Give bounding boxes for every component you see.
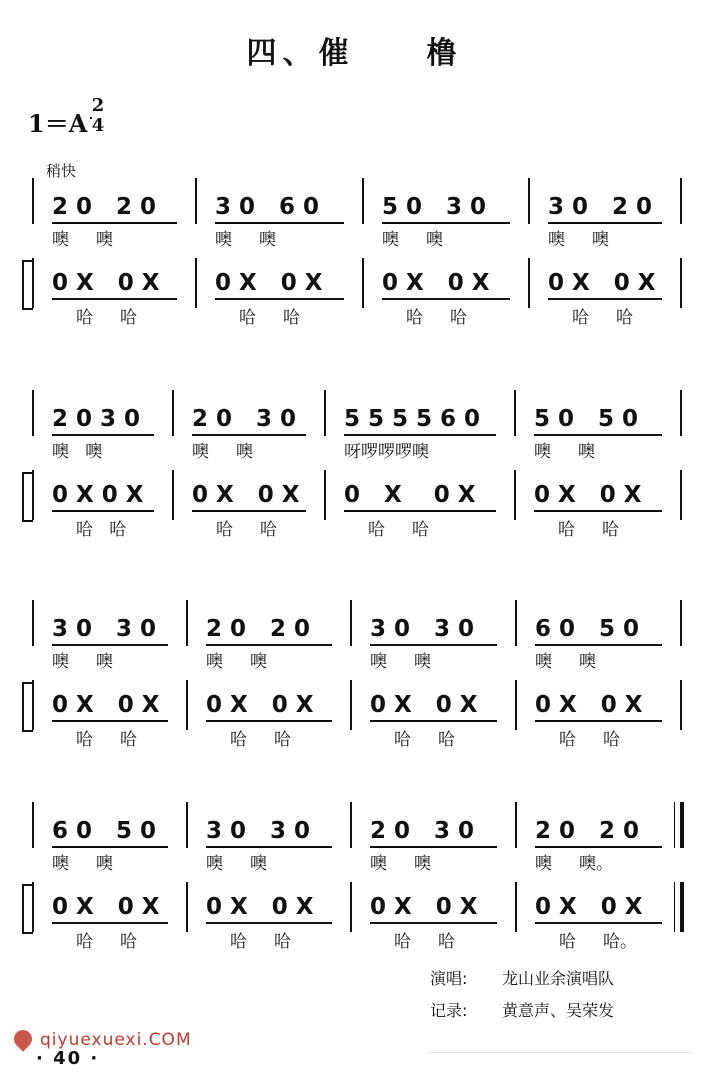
voice-notes: 3 0 3 0 <box>206 818 311 844</box>
chorus-notes: 0 X 0 X <box>206 894 314 920</box>
chorus-lyric: 哈 哈。 <box>559 932 638 952</box>
chorus-lyric: 哈 哈 <box>368 520 430 540</box>
chorus-notes: 0 X 0 X <box>192 482 300 508</box>
voice-lyric: 噢 噢 <box>206 652 268 672</box>
chorus-notes: 0 X 0 X <box>52 482 144 508</box>
voice-underline <box>370 846 497 848</box>
key-label: 1＝A <box>28 109 88 138</box>
singer-name: 龙山业余演唱队 <box>502 969 615 988</box>
voice-lyric: 噢 噢 <box>52 652 114 672</box>
voice-notes: 3 0 3 0 <box>370 616 475 642</box>
song-title: 四、催 橹 <box>246 36 463 71</box>
time-top: 2 <box>91 95 105 116</box>
chorus-barline <box>680 470 682 520</box>
chorus-notes: 0 X 0 X <box>52 692 160 718</box>
chorus-bracket <box>22 682 33 732</box>
voice-underline <box>548 222 662 224</box>
chorus-lyric: 哈 哈 <box>76 520 127 540</box>
chorus-lyric: 哈 哈 <box>76 932 138 952</box>
chorus-notes: 0 X 0 X <box>548 270 656 296</box>
watermark: qiyuexuexi.COM <box>40 1030 192 1050</box>
voice-underline <box>344 434 496 436</box>
voice-notes: 3 0 2 0 <box>548 194 653 220</box>
chorus-barline <box>350 882 352 932</box>
voice-barline <box>680 390 682 436</box>
voice-barline <box>514 390 516 436</box>
chorus-lyric: 哈 哈 <box>394 932 456 952</box>
chorus-lyric: 哈 哈 <box>230 730 292 750</box>
chorus-underline <box>192 510 306 512</box>
voice-barline <box>195 178 197 224</box>
voice-barline <box>186 802 188 848</box>
recorder-name: 黄意声、吴荣发 <box>502 1001 615 1020</box>
voice-barline <box>515 600 517 646</box>
voice-lyric: 噢 噢 <box>52 854 114 874</box>
voice-notes: 3 0 3 0 <box>52 616 157 642</box>
voice-barline <box>350 600 352 646</box>
chorus-underline <box>535 720 662 722</box>
chorus-underline <box>206 720 332 722</box>
chorus-barline <box>680 258 682 308</box>
voice-lyric: 噢 噢 <box>370 652 432 672</box>
voice-barline <box>32 178 34 224</box>
voice-barline <box>680 802 684 848</box>
voice-underline <box>534 434 662 436</box>
chorus-underline <box>370 922 497 924</box>
chorus-lyric: 哈 哈 <box>216 520 278 540</box>
chorus-underline <box>344 510 496 512</box>
chorus-bracket <box>22 884 33 934</box>
chorus-barline <box>324 470 326 520</box>
chorus-notes: 0 X 0 X <box>370 894 478 920</box>
voice-underline <box>52 644 168 646</box>
voice-lyric: 噢 噢。 <box>535 854 614 874</box>
chorus-bracket <box>22 472 33 522</box>
chorus-barline <box>680 882 684 932</box>
voice-barline <box>172 390 174 436</box>
voice-notes: 2 0 3 0 <box>192 406 297 432</box>
voice-underline <box>52 434 154 436</box>
chorus-notes: 0 X 0 X <box>52 894 160 920</box>
chorus-barline <box>186 882 188 932</box>
voice-barline <box>515 802 517 848</box>
chorus-underline <box>548 298 662 300</box>
voice-underline <box>535 644 662 646</box>
chorus-notes: 0 X 0 X <box>344 482 476 508</box>
final-barline-thin <box>674 882 675 932</box>
voice-lyric: 噢 噢 <box>548 230 610 250</box>
chorus-lyric: 哈 哈 <box>239 308 301 328</box>
voice-notes: 6 0 5 0 <box>535 616 640 642</box>
voice-lyric: 噢 噢 <box>534 442 596 462</box>
chorus-lyric: 哈 哈 <box>406 308 468 328</box>
chorus-underline <box>535 922 662 924</box>
voice-notes: 2 0 2 0 <box>206 616 311 642</box>
voice-notes: 3 0 6 0 <box>215 194 320 220</box>
chorus-barline <box>172 470 174 520</box>
chorus-lyric: 哈 哈 <box>572 308 634 328</box>
voice-underline <box>535 846 662 848</box>
voice-barline <box>680 178 682 224</box>
chorus-underline <box>52 298 177 300</box>
voice-barline <box>32 802 34 848</box>
chorus-notes: 0 X 0 X <box>535 894 643 920</box>
recorder-label: 记录: <box>430 1001 468 1020</box>
chorus-notes: 0 X 0 X <box>382 270 490 296</box>
chorus-bracket <box>22 260 33 310</box>
voice-lyric: 噢 噢 <box>535 652 597 672</box>
chorus-underline <box>370 720 497 722</box>
voice-notes: 2 0 3 0 <box>370 818 475 844</box>
chorus-barline <box>515 680 517 730</box>
voice-lyric: 噢 噢 <box>192 442 254 462</box>
voice-underline <box>206 644 332 646</box>
voice-lyric: 噢 噢 <box>370 854 432 874</box>
chorus-barline <box>515 882 517 932</box>
voice-lyric: 噢 噢 <box>52 230 114 250</box>
chorus-barline <box>195 258 197 308</box>
voice-lyric: 噢 噢 <box>382 230 444 250</box>
voice-notes: 2 0 2 0 <box>52 194 157 220</box>
chorus-lyric: 哈 哈 <box>76 308 138 328</box>
voice-notes: 5 0 3 0 <box>382 194 487 220</box>
voice-lyric: 噢 噢 <box>215 230 277 250</box>
chorus-notes: 0 X 0 X <box>534 482 642 508</box>
chorus-notes: 0 X 0 X <box>535 692 643 718</box>
chorus-barline <box>350 680 352 730</box>
voice-underline <box>52 222 177 224</box>
singer-label: 演唱: <box>430 969 468 988</box>
location-pin-icon <box>10 1026 35 1051</box>
chorus-barline <box>186 680 188 730</box>
chorus-lyric: 哈 哈 <box>230 932 292 952</box>
chorus-lyric: 哈 哈 <box>394 730 456 750</box>
chorus-underline <box>52 720 168 722</box>
chorus-underline <box>52 922 168 924</box>
chorus-notes: 0 X 0 X <box>215 270 323 296</box>
chorus-notes: 0 X 0 X <box>370 692 478 718</box>
voice-underline <box>382 222 510 224</box>
chorus-barline <box>680 680 682 730</box>
voice-underline <box>192 434 306 436</box>
chorus-barline <box>514 470 516 520</box>
chorus-barline <box>362 258 364 308</box>
voice-barline <box>32 390 34 436</box>
voice-barline <box>528 178 530 224</box>
chorus-underline <box>215 298 344 300</box>
chorus-lyric: 哈 哈 <box>558 520 620 540</box>
voice-underline <box>206 846 332 848</box>
voice-barline <box>324 390 326 436</box>
time-bottom: 4 <box>91 115 105 136</box>
chorus-notes: 0 X 0 X <box>206 692 314 718</box>
chorus-underline <box>534 510 662 512</box>
time-signature <box>90 96 106 136</box>
chorus-underline <box>52 510 154 512</box>
voice-barline <box>186 600 188 646</box>
page-number: · 40 · <box>36 1048 100 1069</box>
voice-notes: 2 0 2 0 <box>535 818 640 844</box>
voice-barline <box>680 600 682 646</box>
voice-notes: 6 0 5 0 <box>52 818 157 844</box>
voice-notes: 5 5 5 5 6 0 <box>344 406 481 432</box>
voice-lyric: 噢 噢 <box>206 854 268 874</box>
chorus-notes: 0 X 0 X <box>52 270 160 296</box>
voice-underline <box>370 644 497 646</box>
final-barline-thin <box>674 802 675 848</box>
chorus-underline <box>382 298 510 300</box>
voice-lyric: 噢 噢 <box>52 442 103 462</box>
voice-lyric: 呀啰啰啰噢 <box>344 442 429 462</box>
voice-underline <box>52 846 168 848</box>
voice-notes: 2 0 3 0 <box>52 406 141 432</box>
voice-barline <box>32 600 34 646</box>
voice-barline <box>350 802 352 848</box>
tempo-marking: 稍快 <box>46 162 77 180</box>
voice-underline <box>215 222 344 224</box>
chorus-lyric: 哈 哈 <box>76 730 138 750</box>
page-rule <box>430 1052 690 1053</box>
chorus-lyric: 哈 哈 <box>559 730 621 750</box>
voice-barline <box>362 178 364 224</box>
chorus-barline <box>528 258 530 308</box>
chorus-underline <box>206 922 332 924</box>
voice-notes: 5 0 5 0 <box>534 406 639 432</box>
